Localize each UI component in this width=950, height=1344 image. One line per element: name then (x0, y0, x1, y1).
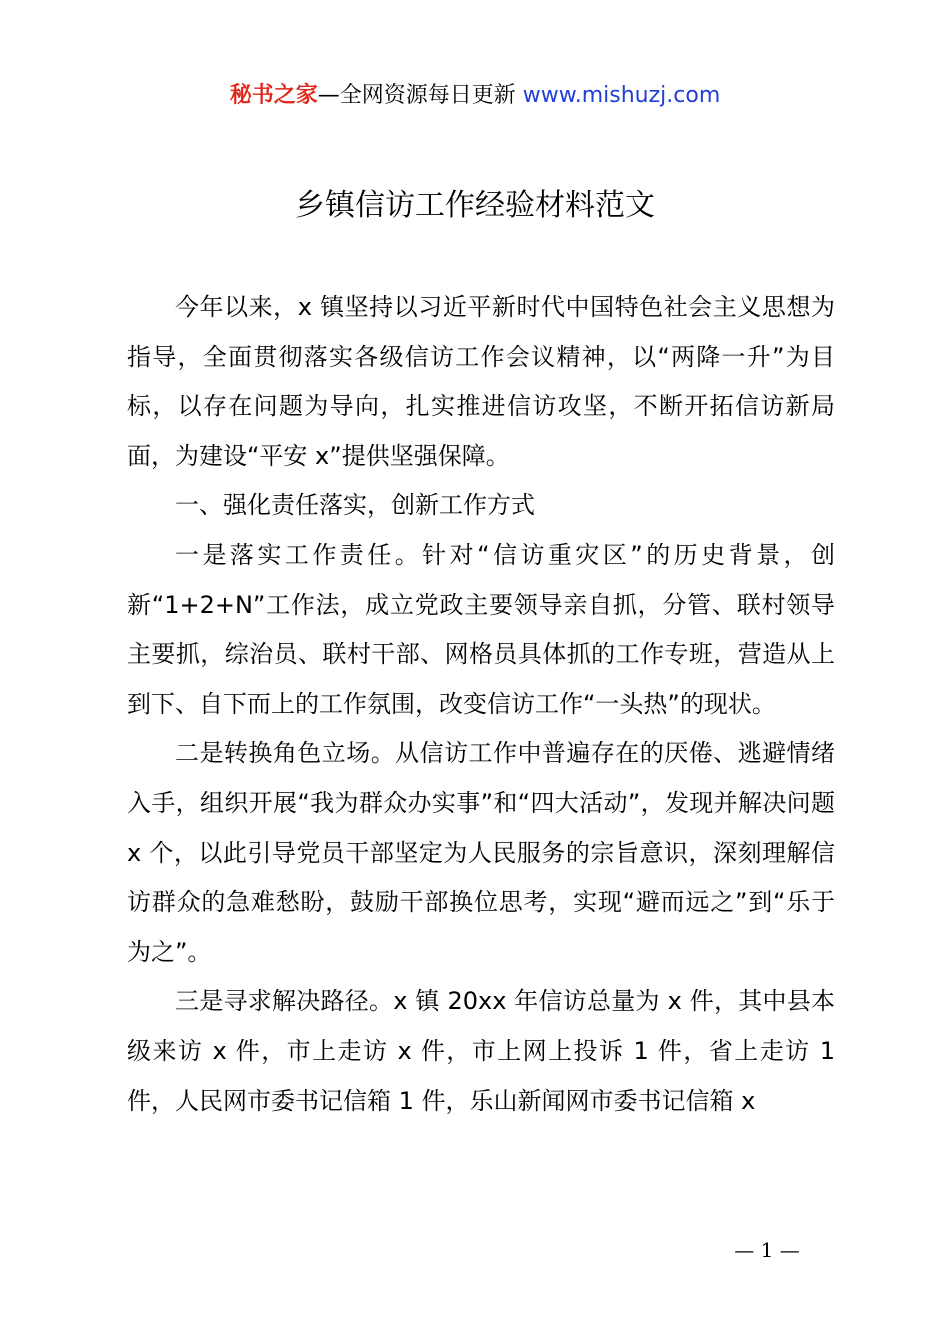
page-number: — 1 — (734, 1238, 800, 1262)
site-url: www.mishuzj.com (522, 83, 721, 108)
body-paragraph-2: 二是转换角色立场。从信访工作中普遍存在的厌倦、逃避情绪入手，组织开展“我为群众办实事”和“四大活动”，发现并解决问题 x 个，以此引导党员干部坚定为人民服务的宗旨意识，深刻理解信访群众的急难愁盼，鼓励干部换位思考，实现“避而远之”到“乐于为之”。 (127, 739, 835, 966)
body-paragraph-1: 一是落实工作责任。针对“信访重灾区”的历史背景，创新“1+2+N”工作法，成立党政主要领导亲自抓，分管、联村领导主要抓，综治员、联村干部、网格员具体抓的工作专班，营造从上到下、自下而上的工作氛围，改变信访工作“一头热”的现状。 (127, 540, 835, 718)
body-paragraph-3: 三是寻求解决路径。x 镇 20xx 年信访总量为 x 件，其中县本级来访 x 件，市上走访 x 件，市上网上投诉 1 件，省上走访 1 件，人民网市委书记信箱 1 件，乐山新闻网市委书记信箱 x (127, 987, 835, 1115)
section-heading: 一、强化责任落实，创新工作方式 (175, 491, 535, 520)
intro-paragraph: 今年以来，x 镇坚持以习近平新时代中国特色社会主义思想为指导，全面贯彻落实各级信访工作会议精神，以“两降一升”为目标，以存在问题为导向，扎实推进信访攻坚，不断开拓信访新局面，为建设“平安 x”提供坚强保障。 (127, 293, 835, 470)
site-banner (0, 80, 950, 112)
document-title: 乡镇信访工作经验材料范文 (295, 188, 655, 223)
site-tagline: —全网资源每日更新 (317, 83, 516, 108)
site-brand: 秘书之家 (229, 83, 318, 108)
document-body (127, 283, 835, 1126)
